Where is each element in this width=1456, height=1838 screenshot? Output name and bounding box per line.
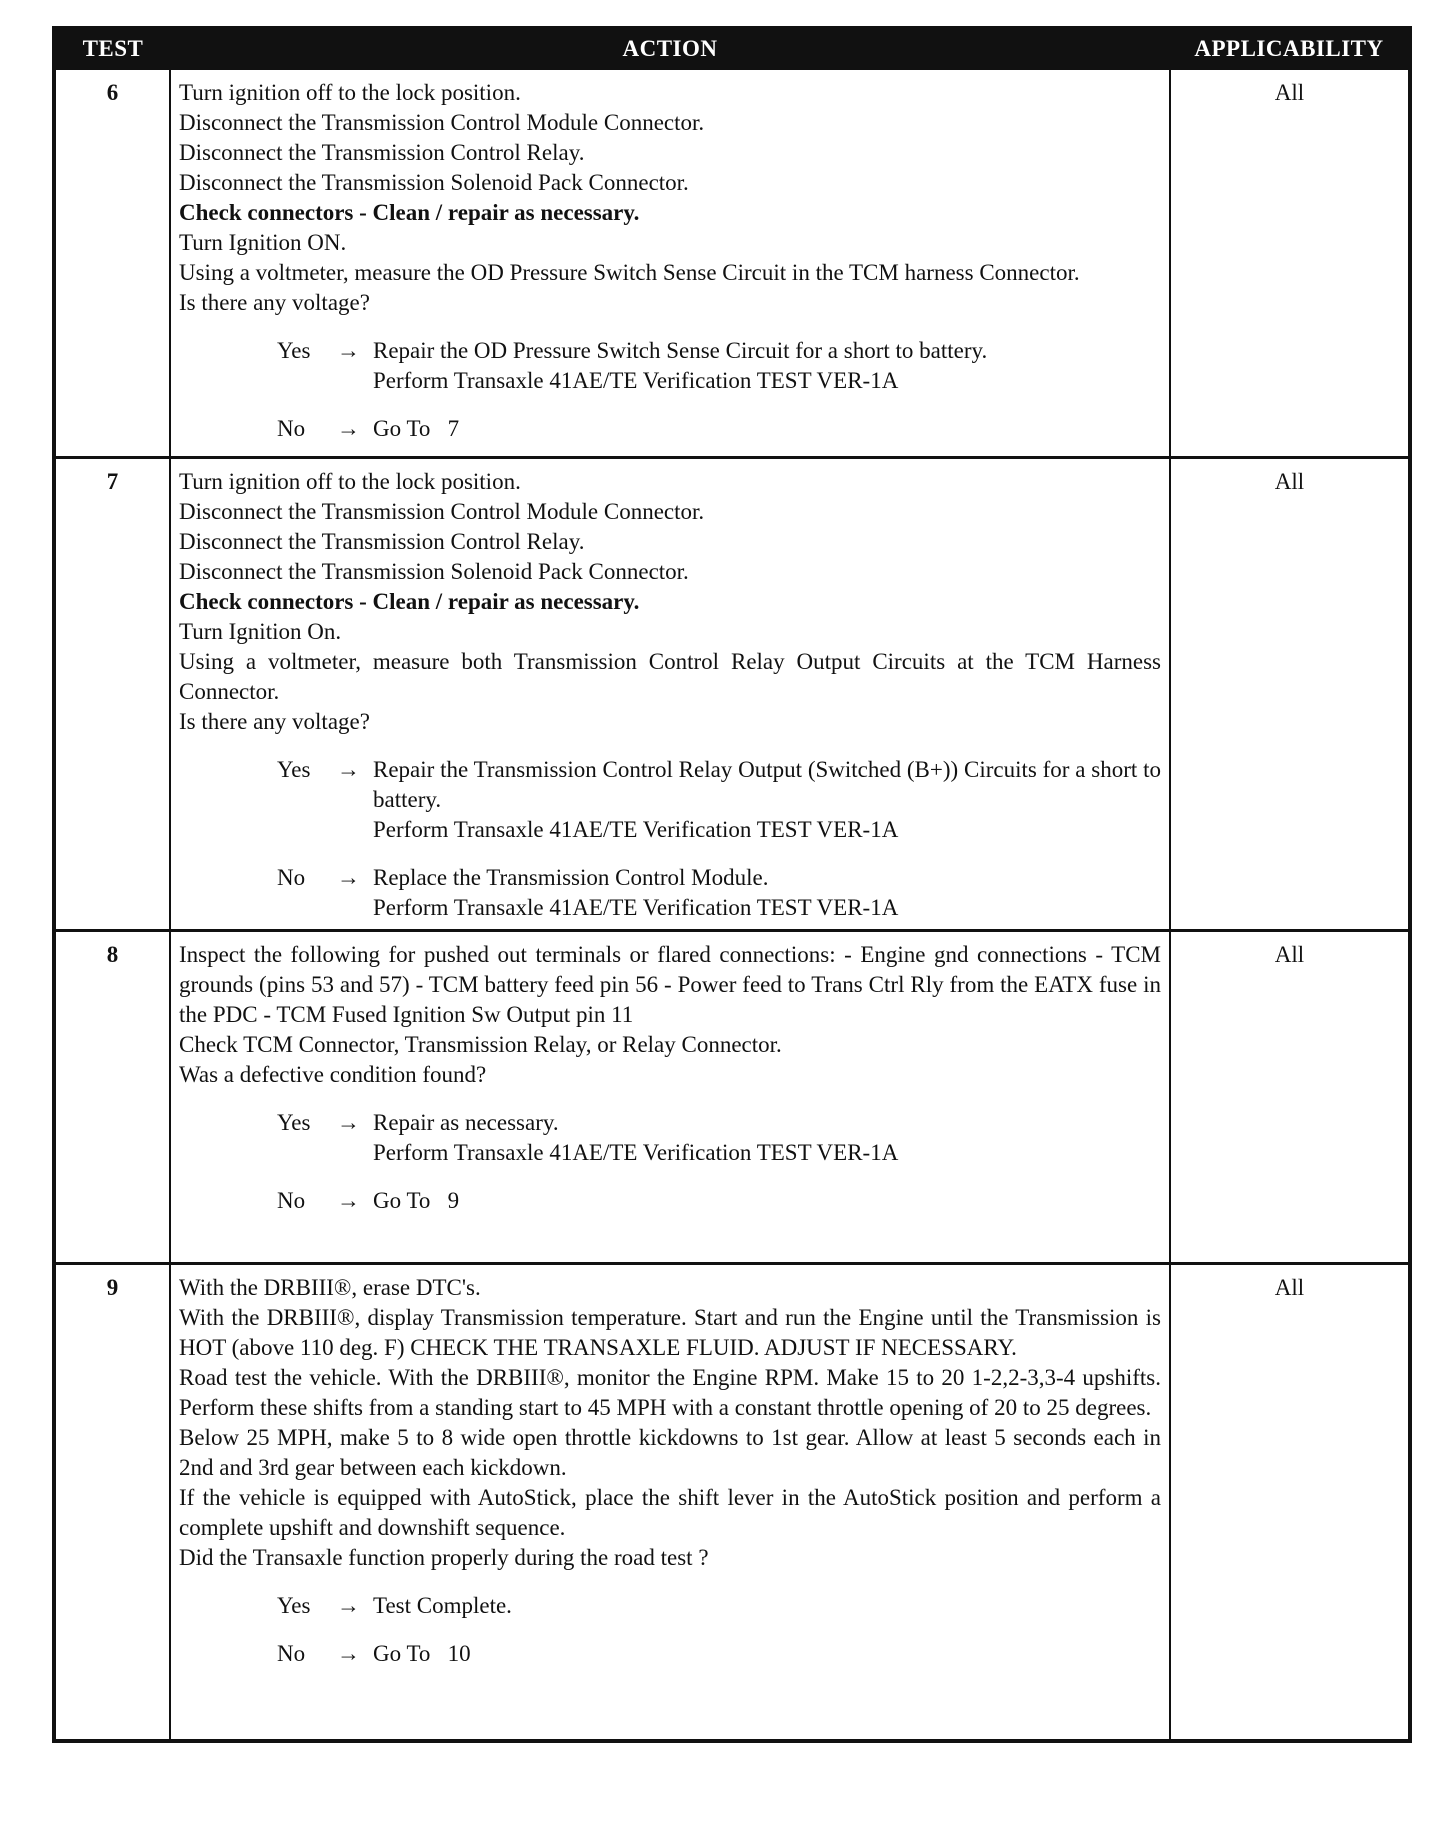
action-line-emphasis: Check connectors - Clean / repair as necessary.: [179, 588, 640, 614]
outcome-label: Yes: [277, 1109, 311, 1135]
applicability-cell: All: [1170, 930, 1410, 1263]
arrow-icon: →: [337, 1592, 360, 1618]
outcome-label: No: [277, 864, 306, 890]
action-line: Is there any voltage?: [179, 708, 370, 734]
outcome-result: [373, 414, 1161, 444]
diagnostic-test-table: [52, 26, 1412, 1743]
table-row: [54, 457, 1410, 930]
action-cell: [170, 457, 1170, 930]
action-line: Is there any voltage?: [179, 290, 370, 315]
applicability-cell: All: [1170, 1263, 1410, 1741]
outcome-result-line: Repair the Transmission Control Relay Output (Switched (B+)) Circuits for a short to battery.: [373, 756, 1161, 812]
outcome-result-line: Perform Transaxle 41AE/TE Verification TEST VER-1A: [373, 1139, 899, 1165]
outcome-result-line: Repair the OD Pressure Switch Sense Circuit for a short to battery.: [373, 338, 988, 363]
outcome-result: [373, 1639, 1161, 1669]
action-line: With the DRBIII®, erase DTC's.: [179, 1274, 481, 1300]
arrow-icon: →: [337, 864, 360, 890]
outcome-label: Yes: [277, 756, 311, 782]
outcome-result-line: Perform Transaxle 41AE/TE Verification TEST VER-1A: [373, 816, 899, 842]
test-number: 8: [54, 930, 170, 1263]
outcome-yes: [179, 1108, 1161, 1168]
header-test: TEST: [54, 28, 170, 69]
table-row: [54, 69, 1410, 457]
outcome-result-line: Perform Transaxle 41AE/TE Verification TEST VER-1A: [373, 894, 899, 920]
table-row: [54, 1263, 1410, 1741]
action-line: Disconnect the Transmission Solenoid Pack Connector.: [179, 170, 689, 195]
outcome-result-line: Go To 10: [373, 1640, 471, 1666]
action-line: Disconnect the Transmission Control Relay.: [179, 140, 585, 165]
action-cell: [170, 69, 1170, 457]
action-line: Disconnect the Transmission Control Module Connector.: [179, 110, 705, 135]
arrow-icon: →: [337, 416, 360, 441]
action-line: Using a voltmeter, measure both Transmission Control Relay Output Circuits at the TCM Harness Connector.: [179, 648, 1161, 704]
outcome-result: [373, 336, 1161, 396]
action-line: Below 25 MPH, make 5 to 8 wide open throttle kickdowns to 1st gear. Allow at least 5 seconds each in 2nd and 3rd gear between each kickdown.: [179, 1424, 1161, 1480]
outcome-result-line: Perform Transaxle 41AE/TE Verification TEST VER-1A: [373, 368, 899, 393]
arrow-icon: →: [337, 756, 360, 782]
arrow-icon: →: [337, 1187, 360, 1213]
applicability-cell: All: [1170, 457, 1410, 930]
action-line-emphasis: Check connectors - Clean / repair as necessary.: [179, 200, 640, 225]
action-line: Turn ignition off to the lock position.: [179, 468, 521, 494]
outcome-no: [179, 1186, 1161, 1216]
action-line: Did the Transaxle function properly during the road test ?: [179, 1544, 709, 1570]
table-header-row: [54, 28, 1410, 69]
outcome-result-line: Replace the Transmission Control Module.: [373, 864, 769, 890]
action-line: Inspect the following for pushed out terminals or flared connections: - Engine gnd connections - TCM grounds (pins 53 and 57) - TCM battery feed pin 56 - Power feed to Trans Ctrl Rly from the EATX fuse in the PDC - TCM Fused Ignition Sw Output pin 11: [179, 941, 1161, 1027]
outcome-yes: [179, 755, 1161, 845]
outcome-yes: [179, 336, 1161, 396]
test-number: 6: [54, 69, 170, 457]
outcome-no: [179, 863, 1161, 923]
action-line: If the vehicle is equipped with AutoStick, place the shift lever in the AutoStick position and perform a complete upshift and downshift sequence.: [179, 1484, 1161, 1540]
action-line: Using a voltmeter, measure the OD Pressure Switch Sense Circuit in the TCM harness Connector.: [179, 260, 1080, 285]
action-line: Disconnect the Transmission Solenoid Pack Connector.: [179, 558, 689, 584]
action-cell: [170, 930, 1170, 1263]
table-row: [54, 930, 1410, 1263]
action-cell: [170, 1263, 1170, 1741]
outcome-yes: [179, 1591, 1161, 1621]
outcome-label: No: [277, 1187, 306, 1213]
outcome-result: [373, 755, 1161, 845]
outcome-result: [373, 1186, 1161, 1216]
test-number: 9: [54, 1263, 170, 1741]
outcome-label: No: [277, 416, 306, 441]
action-line: With the DRBIII®, display Transmission temperature. Start and run the Engine until the Transmission is HOT (above 110 deg. F) CHECK THE TRANSAXLE FLUID. ADJUST IF NECESSARY.: [179, 1304, 1161, 1360]
outcome-result-line: Go To 7: [373, 416, 460, 441]
outcome-result-line: Go To 9: [373, 1187, 460, 1213]
outcome-result: [373, 1108, 1161, 1168]
outcome-no: [179, 1639, 1161, 1669]
action-line: Road test the vehicle. With the DRBIII®, monitor the Engine RPM. Make 15 to 20 1-2,2-3,3-4 upshifts. Perform these shifts from a standing start to 45 MPH with a constant throttle opening of 20 to 25 degrees.: [179, 1364, 1161, 1420]
outcome-label: Yes: [277, 1592, 311, 1618]
applicability-cell: All: [1170, 69, 1410, 457]
test-number: 7: [54, 457, 170, 930]
action-line: Turn Ignition On.: [179, 618, 342, 644]
outcome-label: No: [277, 1640, 306, 1666]
arrow-icon: →: [337, 1640, 360, 1666]
action-line: Disconnect the Transmission Control Relay.: [179, 528, 585, 554]
header-applicability: APPLICABILITY: [1170, 28, 1410, 69]
arrow-icon: →: [337, 338, 360, 363]
action-line: Check TCM Connector, Transmission Relay, or Relay Connector.: [179, 1031, 782, 1057]
outcome-result: [373, 863, 1161, 923]
action-line: Turn ignition off to the lock position.: [179, 80, 521, 105]
action-line: Turn Ignition ON.: [179, 230, 347, 255]
outcome-result-line: Test Complete.: [373, 1592, 512, 1618]
action-line: Disconnect the Transmission Control Module Connector.: [179, 498, 705, 524]
outcome-no: [179, 414, 1161, 444]
outcome-label: Yes: [277, 338, 311, 363]
outcome-result-line: Repair as necessary.: [373, 1109, 559, 1135]
outcome-result: [373, 1591, 1161, 1621]
header-action: ACTION: [170, 28, 1170, 69]
arrow-icon: →: [337, 1109, 360, 1135]
action-line: Was a defective condition found?: [179, 1061, 487, 1087]
